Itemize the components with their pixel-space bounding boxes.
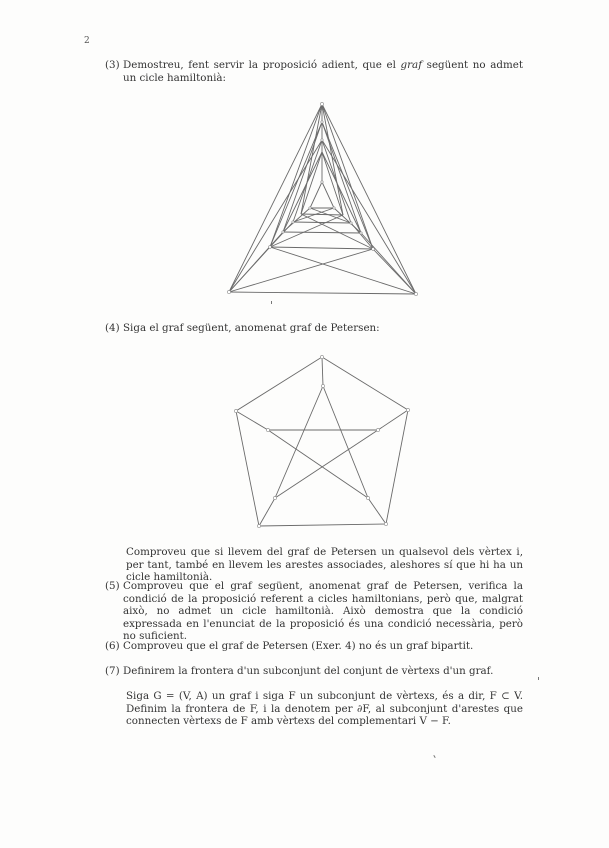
exercise-number: (4) bbox=[105, 322, 120, 334]
exercise-number: (6) bbox=[105, 640, 120, 652]
definition-paragraph: Siga G = (V, A) un graf i siga F un subconjunt de vèrtexs, és a dir, F ⊂ V. Definim la frontera de F, i la denotem per ∂F, al subconjunt d'arestes que connecten vèrtexs de F amb vèrtexs del complementari V − F. bbox=[126, 690, 523, 728]
exercise-6 bbox=[105, 640, 523, 653]
graph-vertices bbox=[234, 355, 409, 527]
exercise-number: (3) bbox=[105, 59, 120, 71]
exercise-5 bbox=[105, 580, 523, 643]
scan-speck bbox=[538, 677, 539, 680]
exercise-number: (7) bbox=[105, 665, 120, 677]
exercise-text: Comproveu que el graf següent, anomenat graf de Petersen, verifica la condició de la proposició referent a cicles hamiltonians, però que, malgrat això, no admet un cicle hamiltonià. Això demostra que la condició expressada en l'enunciat de la proposició és una condició necessària, però no suficient. bbox=[123, 580, 523, 643]
page-number: 2 bbox=[84, 36, 90, 46]
exercise-7 bbox=[105, 665, 523, 678]
exercise-text: Definirem la frontera d'un subconjunt del conjunt de vèrtexs d'un graf. bbox=[123, 665, 494, 677]
graph-edges bbox=[236, 357, 408, 526]
exercise-text-part: Demostreu, fent servir la proposició adient, que el bbox=[123, 59, 401, 71]
exercise-text-part: següent no admet un cicle hamiltonià: bbox=[123, 59, 524, 84]
exercise-text: Comproveu que el graf de Petersen (Exer. 4) no és un graf bipartit. bbox=[123, 640, 474, 652]
emphasis-graf: graf bbox=[400, 59, 423, 71]
exercise-text: Siga el graf següent, anomenat graf de Petersen: bbox=[123, 322, 380, 334]
petersen-note: Comproveu que si llevem del graf de Petersen un qualsevol dels vèrtex i, per tant, també en llevem les arestes associades, aleshores sí que hi ha un cicle hamiltonià. bbox=[126, 546, 523, 584]
exercise-number: (5) bbox=[105, 580, 120, 592]
